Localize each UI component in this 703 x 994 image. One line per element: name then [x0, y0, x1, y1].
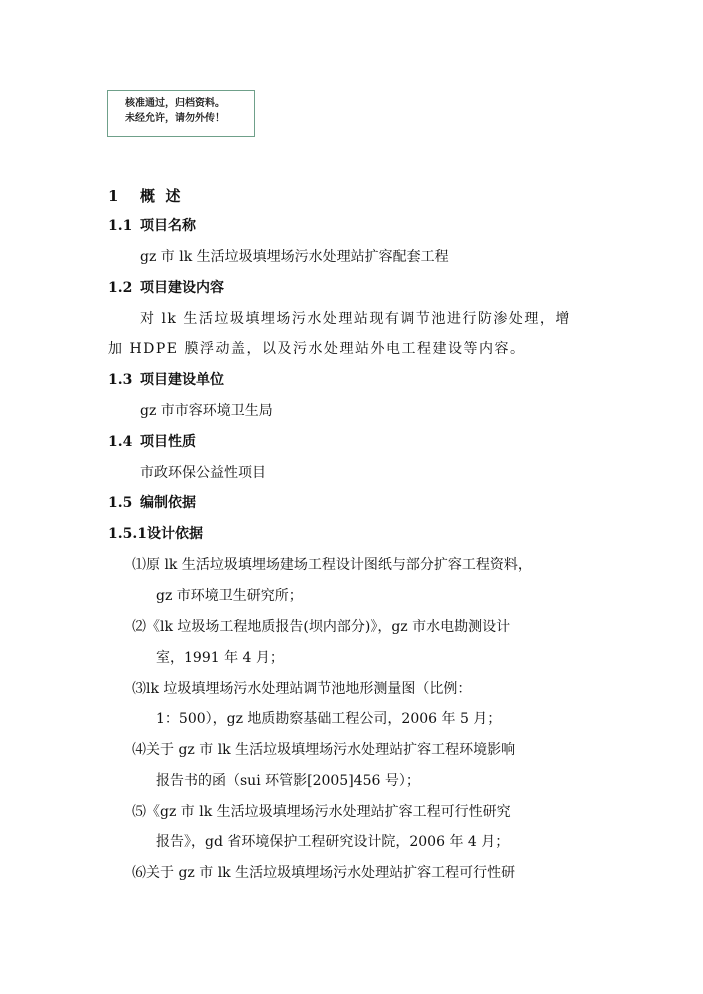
section-title: 项目建设单位 — [140, 372, 224, 388]
section-title: 设计依据 — [146, 526, 203, 542]
section-title: 概 述 — [140, 187, 181, 205]
stamp-line-2: 未经允许，请勿外传！ — [125, 113, 225, 124]
section-title: 项目名称 — [140, 218, 196, 234]
reference-item-1-line-1: ⑴原 lk 生活垃圾填埋场建场工程设计图纸与部分扩容工程资料， — [132, 557, 532, 573]
section-number: 1.5 — [108, 495, 133, 511]
section-1-heading — [108, 186, 180, 206]
reference-item-2-line-2: 室，1991 年 4 月； — [156, 650, 284, 666]
section-number: 1.3 — [108, 372, 133, 388]
stamp-line-1: 核准通过，归档资料。 — [125, 98, 225, 109]
section-title: 项目性质 — [140, 434, 196, 450]
section-number: 1 — [108, 187, 119, 205]
section-title: 项目建设内容 — [140, 280, 224, 296]
reference-item-1-line-2: gz 市环境卫生研究所； — [156, 588, 303, 604]
section-1-5-1-heading — [108, 524, 203, 544]
section-1-5-heading — [108, 493, 196, 513]
reference-item-4-line-1: ⑷关于 gz 市 lk 生活垃圾填埋场污水处理站扩容工程环境影响 — [132, 742, 516, 758]
section-number: 1.1 — [108, 218, 133, 234]
section-number: 1.4 — [108, 434, 133, 450]
reference-item-3-line-2: 1：500），gz 地质勘察基础工程公司，2006 年 5 月； — [156, 711, 502, 727]
project-name-text: gz 市 lk 生活垃圾填埋场污水处理站扩容配套工程 — [140, 249, 449, 265]
reference-item-5-line-1: ⑸《gz 市 lk 生活垃圾填埋场污水处理站扩容工程可行性研究 — [132, 804, 511, 820]
approval-stamp — [107, 90, 255, 137]
reference-item-5-line-2: 报告》，gd 省环境保护工程研究设计院，2006 年 4 月； — [156, 834, 510, 850]
project-nature-text: 市政环保公益性项目 — [140, 465, 266, 481]
section-1-2-heading — [108, 278, 224, 298]
reference-item-6-line-1: ⑹关于 gz 市 lk 生活垃圾填埋场污水处理站扩容工程可行性研 — [132, 865, 516, 881]
reference-item-4-line-2: 报告书的函（sui 环管影[2005]456 号）； — [156, 773, 420, 789]
section-1-1-heading — [108, 216, 196, 236]
section-1-3-heading — [108, 370, 224, 390]
section-number: 1.5.1 — [108, 526, 147, 542]
section-title: 编制依据 — [140, 495, 196, 511]
builder-unit-text: gz 市市容环境卫生局 — [140, 403, 273, 419]
section-number: 1.2 — [108, 280, 133, 296]
section-1-4-heading — [108, 432, 196, 452]
reference-item-3-line-1: ⑶lk 垃圾填埋场污水处理站调节池地形测量图（比例： — [132, 681, 472, 697]
content-text-line-2: 加 HDPE 膜浮动盖，以及污水处理站外电工程建设等内容。 — [108, 341, 526, 357]
reference-item-2-line-1: ⑵《lk 垃圾场工程地质报告(坝内部分)》，gz 市水电勘测设计 — [132, 619, 511, 635]
content-text-line-1: 对 lk 生活垃圾填埋场污水处理站现有调节池进行防渗处理，增 — [140, 311, 571, 327]
